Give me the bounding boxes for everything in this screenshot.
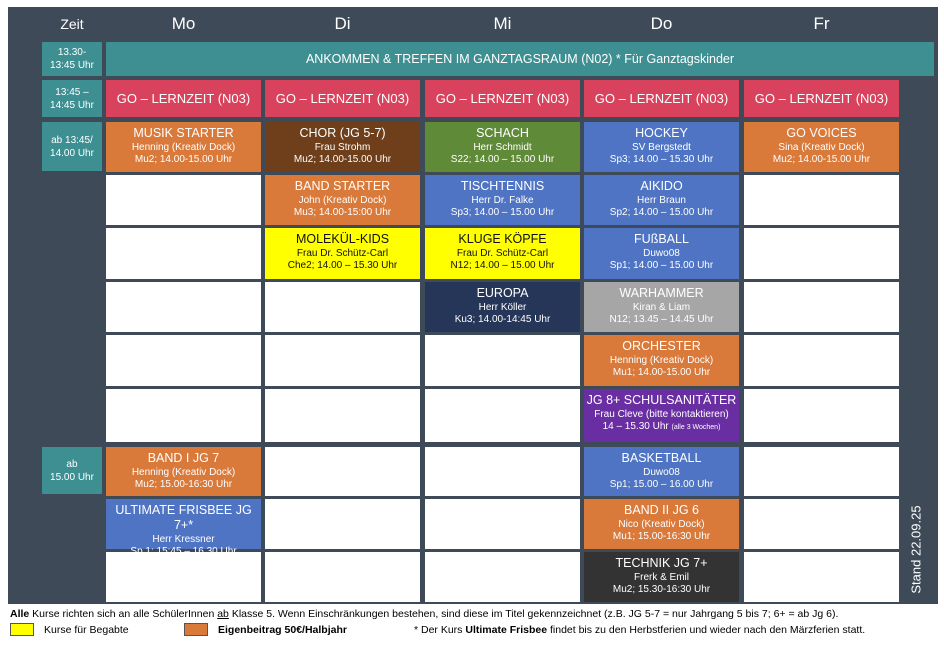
header-day-mi: Mi	[493, 14, 512, 33]
course-room-time	[603, 421, 721, 434]
header-day-do: Do	[650, 14, 673, 33]
course-title: KLUGE KÖPFE	[458, 232, 547, 246]
note-text: * Der Kurs	[414, 624, 466, 636]
course-teacher: Nico (Kreativ Dock)	[618, 519, 705, 530]
empty-cell	[106, 552, 261, 602]
course-europa	[425, 282, 580, 332]
note-text: findet bis zu den Herbstferien und wieder nach den Märzferien statt.	[547, 624, 866, 636]
header-day-fr: Fr	[813, 14, 830, 33]
footer-underline: ab	[217, 608, 229, 620]
course-band-2	[584, 499, 739, 549]
course-title: ULTIMATE FRISBEE JG 7+*	[115, 503, 252, 532]
timetable	[8, 7, 938, 604]
course-teacher: Frau Cleve (bitte kontaktieren)	[594, 409, 729, 420]
stand-date-container	[906, 507, 926, 597]
course-teacher: Kiran & Liam	[632, 302, 691, 313]
arrival-banner: ANKOMMEN & TREFFEN IM GANZTAGSRAUM (N02) * Für Ganztagskinder	[106, 42, 934, 76]
empty-cell	[744, 389, 899, 442]
empty-cell	[106, 282, 261, 332]
course-molekuel-kids	[265, 228, 420, 279]
legend-orange-label: Eigenbeitrag 50€/Halbjahr	[218, 624, 347, 636]
empty-cell	[425, 499, 580, 549]
course-teacher: Henning (Kreativ Dock)	[131, 467, 236, 478]
frisbee-note	[414, 624, 865, 636]
header-zeit: Zeit	[60, 16, 84, 32]
empty-cell	[265, 499, 420, 549]
course-title: TISCHTENNIS	[460, 179, 545, 193]
course-title: MOLEKÜL-KIDS	[295, 232, 390, 246]
course-room-time: Mu1; 14.00-15.00 Uhr	[612, 367, 711, 378]
empty-cell	[425, 447, 580, 496]
course-basketball	[584, 447, 739, 496]
course-title: WARHAMMER	[619, 286, 704, 300]
course-time: 14 – 15.30 Uhr	[602, 421, 669, 432]
course-teacher: Duwo08	[643, 467, 680, 478]
course-aikido	[584, 175, 739, 225]
course-go-voices	[744, 122, 899, 172]
empty-cell	[265, 335, 420, 386]
course-title: FUßBALL	[634, 232, 689, 246]
time-slot: 13.30- 13:45 Uhr	[42, 42, 102, 76]
course-room-time: Mu2; 15.30-16:30 Uhr	[612, 584, 711, 595]
empty-cell	[744, 552, 899, 602]
empty-cell	[425, 389, 580, 442]
empty-cell	[425, 335, 580, 386]
course-title: MUSIK STARTER	[133, 126, 234, 140]
empty-cell	[106, 389, 261, 442]
course-band-1	[106, 447, 261, 496]
course-room-time: N12; 13.45 – 14.45 Uhr	[609, 314, 714, 325]
course-title: JG 8+ SCHULSANITÄTER	[586, 393, 737, 407]
time-slot: ab 13:45/ 14.00 Uhr	[42, 122, 102, 171]
lernzeit-mo: GO – LERNZEIT (N03)	[106, 80, 261, 117]
empty-cell	[265, 552, 420, 602]
time-slot: ab 15.00 Uhr	[42, 447, 102, 494]
header-day-mo: Mo	[171, 14, 196, 33]
course-teacher: John (Kreativ Dock)	[298, 195, 387, 206]
empty-cell	[106, 175, 261, 225]
empty-cell	[744, 175, 899, 225]
course-technik	[584, 552, 739, 602]
course-teacher: Frau Strohm	[314, 142, 371, 153]
header-day-di: Di	[334, 14, 351, 33]
course-room-time: Mu3; 14.00-15:00 Uhr	[293, 207, 392, 218]
course-teacher: SV Bergstedt	[632, 142, 691, 153]
course-room-time: Sp1; 14.00 – 15.00 Uhr	[609, 260, 714, 271]
empty-cell	[744, 282, 899, 332]
course-room-time: Sp2; 14.00 – 15.00 Uhr	[609, 207, 714, 218]
footer-bold: Alle	[10, 608, 30, 620]
course-title: ORCHESTER	[622, 339, 701, 353]
course-room-time: Ku3; 14.00-14:45 Uhr	[454, 314, 551, 325]
course-room-time: Sp3; 14.00 – 15.00 Uhr	[450, 207, 555, 218]
course-title: BASKETBALL	[621, 451, 702, 465]
course-title: BAND STARTER	[294, 179, 391, 193]
course-teacher: Herr Braun	[637, 195, 686, 206]
course-title: BAND I JG 7	[147, 451, 220, 465]
course-room-time: Mu2; 14.00-15.00 Uhr	[772, 154, 871, 165]
empty-cell	[744, 499, 899, 549]
legend-swatch-orange	[184, 623, 208, 636]
course-room-time: Mu2; 14.00-15.00 Uhr	[293, 154, 392, 165]
course-musik-starter	[106, 122, 261, 172]
empty-cell	[265, 282, 420, 332]
course-chor	[265, 122, 420, 172]
note-bold: Ultimate Frisbee	[465, 624, 548, 636]
empty-cell	[265, 389, 420, 442]
course-ultimate-frisbee	[106, 499, 261, 549]
lernzeit-fr: GO – LERNZEIT (N03)	[744, 80, 899, 117]
course-title: AIKIDO	[640, 179, 683, 193]
course-teacher: Herr Kressner	[152, 534, 215, 545]
course-room-time: Sp1; 15.00 – 16.00 Uhr	[609, 479, 714, 490]
empty-cell	[265, 447, 420, 496]
course-title: SCHACH	[476, 126, 529, 140]
course-room-time: N12; 14.00 – 15.00 Uhr	[450, 260, 555, 271]
course-title: BAND II JG 6	[623, 503, 700, 517]
course-teacher: Frerk & Emil	[634, 572, 689, 583]
course-teacher: Henning (Kreativ Dock)	[131, 142, 236, 153]
course-warhammer	[584, 282, 739, 332]
empty-cell	[106, 335, 261, 386]
course-kluge-koepfe	[425, 228, 580, 279]
lernzeit-mi: GO – LERNZEIT (N03)	[425, 80, 580, 117]
course-room-time: Mu2; 15.00-16:30 Uhr	[134, 479, 233, 490]
course-band-starter	[265, 175, 420, 225]
course-title: EUROPA	[476, 286, 529, 300]
course-teacher: Frau Dr. Schütz-Carl	[456, 248, 549, 259]
time-slot: 13:45 – 14:45 Uhr	[42, 80, 102, 117]
course-teacher: Duwo08	[643, 248, 680, 259]
course-teacher: Herr Köller	[478, 302, 527, 313]
course-room-time: Mu2; 14.00-15.00 Uhr	[134, 154, 233, 165]
course-title: HOCKEY	[635, 126, 688, 140]
lernzeit-di: GO – LERNZEIT (N03)	[265, 80, 420, 117]
course-room-time: Sp3; 14.00 – 15.30 Uhr	[609, 154, 714, 165]
course-schulsanitaeter	[584, 389, 739, 442]
empty-cell	[106, 228, 261, 279]
course-teacher: Frau Dr. Schütz-Carl	[296, 248, 389, 259]
course-teacher: Sina (Kreativ Dock)	[778, 142, 865, 153]
course-fussball	[584, 228, 739, 279]
empty-cell	[744, 228, 899, 279]
course-room-time: Che2; 14.00 – 15.30 Uhr	[287, 260, 398, 271]
footer-text: Kurse richten sich an alle SchülerInnen	[29, 608, 218, 620]
course-hockey	[584, 122, 739, 172]
legend-swatch-yellow	[10, 623, 34, 636]
footer-note	[10, 608, 838, 620]
course-schach	[425, 122, 580, 172]
lernzeit-do: GO – LERNZEIT (N03)	[584, 80, 739, 117]
course-tischtennis	[425, 175, 580, 225]
legend-yellow-label: Kurse für Begabte	[44, 624, 129, 636]
course-note: (alle 3 Wochen)	[671, 424, 721, 431]
course-room-time: S22; 14.00 – 15.00 Uhr	[450, 154, 555, 165]
empty-cell	[425, 552, 580, 602]
course-orchester	[584, 335, 739, 386]
course-title: GO VOICES	[786, 126, 857, 140]
course-teacher: Henning (Kreativ Dock)	[609, 355, 714, 366]
course-title: CHOR (JG 5-7)	[299, 126, 386, 140]
course-title: TECHNIK JG 7+	[615, 556, 708, 570]
footer-text: Klasse 5. Wenn Einschränkungen bestehen, sind diese im Titel gekennzeichnet (z.B. JG 5-7 = nur Jahrgang 5 bis 7; 6+ = ab Jg 6).	[228, 608, 839, 620]
course-teacher: Herr Schmidt	[473, 142, 532, 153]
course-teacher: Herr Dr. Falke	[471, 195, 534, 206]
stand-date: Stand 22.09.25	[908, 505, 924, 594]
empty-cell	[744, 447, 899, 496]
course-room-time: Mu1; 15.00-16:30 Uhr	[612, 531, 711, 542]
empty-cell	[744, 335, 899, 386]
